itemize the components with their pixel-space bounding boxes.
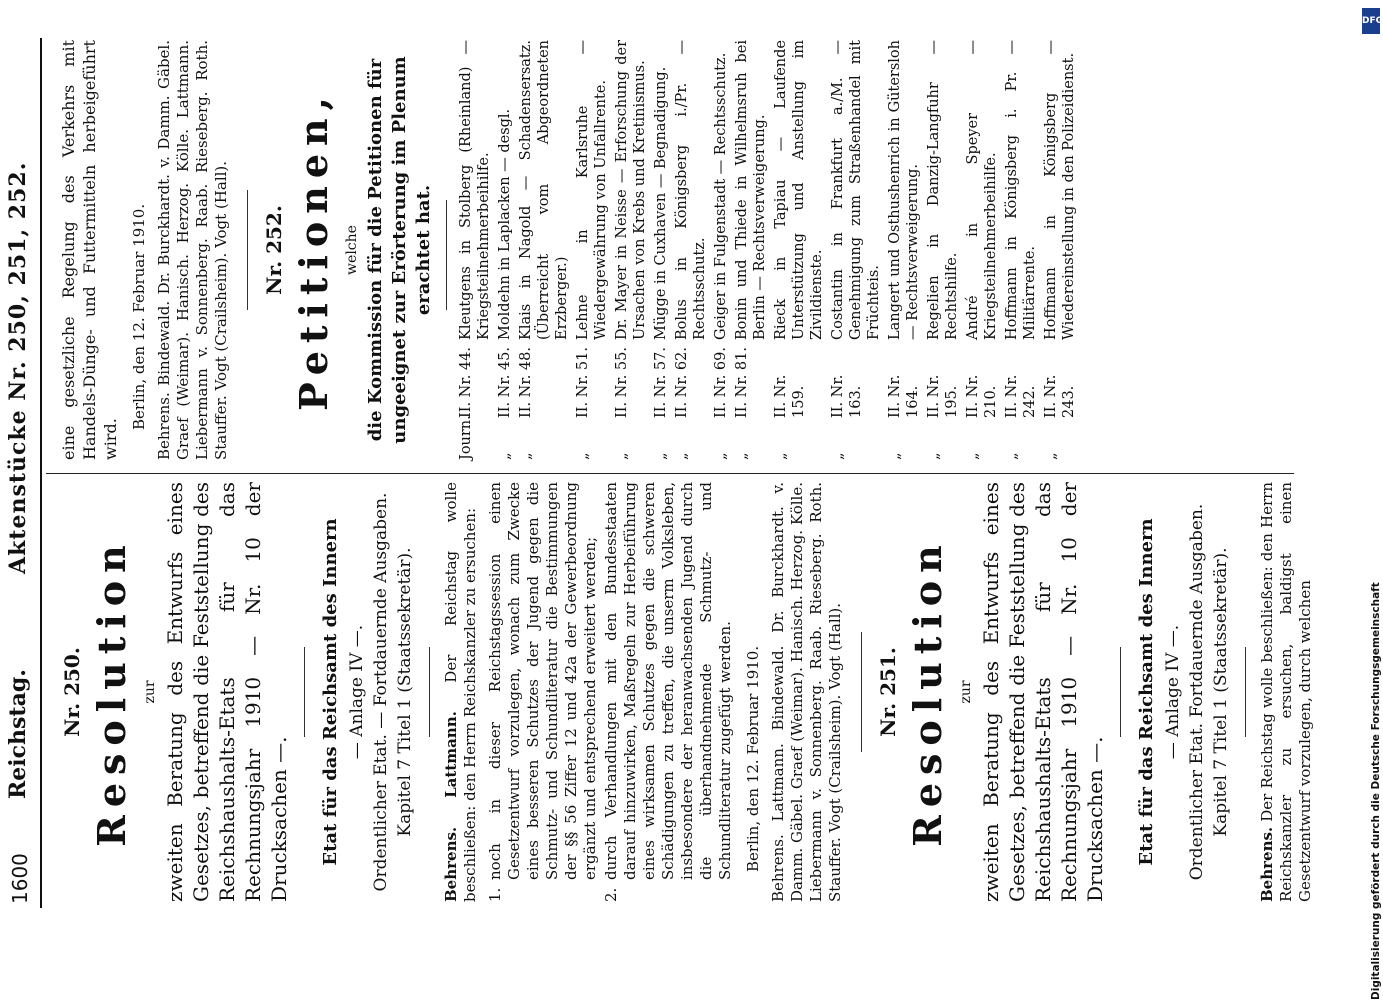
petition-number: II. Nr. 69.	[713, 347, 729, 418]
nr250-item-number: 2.	[602, 887, 620, 902]
nr251-heading: zweiten Beratung des Entwurfs eines Gesetzes, betreffend die Feststellung des Reichshaushalts-Etats für das Rechnungsjahr 1910 — Nr. 10 der Drucksachen —.	[979, 482, 1107, 902]
dfg-logo: DFG	[1362, 8, 1380, 34]
column-divider	[46, 473, 1294, 474]
nr250-zur: zur	[142, 680, 158, 704]
petition-list	[457, 40, 1078, 460]
nr251-intro-text: Der Reichstag wolle beschließen: den Herrn Reichskanzler zu ersuchen, baldigst einen Gesetzentwurf vorzulegen, durch welchen	[1258, 482, 1314, 902]
petition-text: Hoffmann in Königsberg i. Pr. — Militärrente.	[1004, 40, 1038, 340]
nr250-ausgaben: Ordentlicher Etat. — Fortdauernde Ausgaben.	[371, 492, 391, 892]
petition-text: Lehne in Karlsruhe — Wiedergewährung von Unfallrente.	[575, 40, 609, 340]
petition-text: Kleutgens in Stolberg (Rheinland) — Kriegsteilnehmerbeihilfe.	[458, 40, 492, 340]
nr250-item	[602, 482, 735, 902]
petition-row	[517, 40, 571, 460]
nr250-number: Nr. 250.	[60, 647, 84, 737]
header-reichstag: Reichstag.	[5, 669, 31, 799]
section-separator	[247, 190, 248, 310]
funding-notice: Digitalisierung gefördert durch die Deutsche Forschungsgemeinschaft	[1370, 582, 1382, 1000]
petition-row	[772, 40, 826, 460]
header-rule	[40, 38, 42, 908]
page-header	[5, 34, 34, 904]
petition-source: „	[497, 452, 513, 460]
nr250-item-text: durch Verhandlungen mit den Bundesstaaten darauf hinzuwirken, Maßregeln zur Herbeiführung eines wirksamen Schutzes gegen die schweren Schädigungen zu treffen, die unserm Volksleben, insbesondere der heranwachsenden Jugend durch die überhandnehmende Schmutz- und Schundliteratur zugefügt werden.	[602, 482, 734, 880]
petition-number: II. Nr. 243.	[1043, 374, 1077, 418]
petition-number: II. Nr. 51.	[575, 347, 591, 418]
petition-number: II. Nr. 44.	[458, 347, 474, 418]
petition-text: Bonin und Thiede in Wilhelmsruh bei Berlin — Rechtsverweigerung.	[734, 40, 768, 340]
petition-text: Langert und Osthushenrich in Gütersloh — Rechtsverweigerung.	[887, 40, 921, 340]
petition-source: Journ.	[458, 415, 474, 460]
petition-row	[829, 40, 883, 460]
nr251-zur: zur	[958, 680, 974, 704]
petition-number: II. Nr. 163.	[830, 374, 864, 418]
nr251-anlage: — Anlage IV —.	[1163, 624, 1183, 760]
petition-source: „	[773, 452, 789, 460]
petition-row	[925, 40, 961, 460]
petition-text: Geiger in Fulgenstadt — Rechtsschutz.	[713, 52, 729, 340]
petition-text: Moldehn in Laplacken — desgl.	[497, 108, 513, 340]
petition-row	[964, 40, 1000, 460]
petition-row	[733, 40, 769, 460]
petition-source: „	[734, 452, 750, 460]
nr252-number: Nr. 252.	[262, 205, 286, 295]
nr251-intro	[1258, 482, 1315, 902]
petition-source: „	[575, 452, 591, 460]
petition-source: „	[1043, 452, 1059, 460]
nr250-signatures: Behrens. Lattmann. Bindewald. Dr. Burckhardt. v. Damm. Gäbel. Graef (Weimar). Hanisch. Herzog. Kölle. Liebermann v. Sonnenberg. Raab. Rieseberg. Roth. Stauffer. Vogt (Crailsheim). Vogt (Hall).	[769, 482, 844, 902]
nr250-intro-text: Der Reichstag wolle beschließen: den Herrn Reichskanzler zu ersuchen:	[442, 482, 479, 902]
petition-source: „	[965, 452, 981, 460]
nr252-title: Petitionen,	[291, 89, 336, 411]
nr250-kapitel: Kapitel 7 Titel 1 (Staatssekretär).	[395, 547, 415, 837]
page-number: 1600	[8, 853, 32, 904]
petition-source: „	[1004, 452, 1020, 460]
petition-source: „	[830, 452, 846, 460]
nr252-welche: welche	[344, 225, 360, 275]
petition-row	[457, 40, 493, 460]
petition-row	[652, 40, 670, 460]
petition-source: „	[674, 452, 690, 460]
petition-row	[496, 40, 514, 460]
petition-row	[613, 40, 649, 460]
petition-number: II. Nr. 242.	[1004, 374, 1038, 418]
petition-row	[574, 40, 610, 460]
petition-number: II. Nr. 57.	[653, 347, 669, 418]
petition-text: Dr. Mayer in Neisse — Erforschung der Ursachen von Krebs und Kretinismus.	[614, 40, 648, 340]
petition-number: II. Nr. 159.	[773, 374, 807, 418]
petition-number: II. Nr. 195.	[926, 374, 960, 418]
petition-text: Klais in Nagold — Schadensersatz. (Überreicht vom Abgeordneten Erzberger.)	[518, 40, 570, 340]
nr250-anlage: — Anlage IV —.	[347, 624, 367, 760]
petition-source: „	[614, 452, 630, 460]
nr251-title: Resolution	[905, 537, 950, 847]
petition-text: Hoffmann in Königsberg — Wiedereinstellung in den Polizeidienst.	[1043, 40, 1077, 340]
separator	[304, 647, 305, 737]
petition-row	[886, 40, 922, 460]
nr251-signatures: Behrens. Bindewald. Dr. Burckhardt. v. Damm. Gäbel. Graef (Weimar). Hanisch. Herzog. Kölle. Lattmann. Liebermann v. Sonnenberg. Raab. Rieseberg. Roth. Stauffer. Vogt (Crailsheim). Vogt (Hall).	[155, 40, 230, 460]
nr250-intro	[442, 482, 480, 902]
petition-number: II. Nr. 62.	[674, 347, 690, 418]
nr250-heading: zweiten Beratung des Entwurfs eines Gesetzes, betreffend die Feststellung des Reichshaushalts-Etats für das Rechnungsjahr 1910 — Nr. 10 der Drucksachen —.	[163, 482, 291, 902]
nr251-etat: Etat für das Reichsamt des Innern	[1136, 518, 1157, 866]
petition-row	[1042, 40, 1078, 460]
nr250-item-number: 1.	[486, 887, 504, 902]
petition-source: „	[926, 452, 942, 460]
nr252-heading: die Kommission für die Petitionen für ungeeignet zur Erörterung im Plenum erachtet hat.	[365, 56, 434, 444]
petition-text: Regelien in Danzig-Langfuhr — Rechtshilfe.	[926, 40, 960, 340]
right-column	[58, 40, 1081, 460]
nr250-intro-names: Behrens. Lattmann.	[442, 711, 460, 902]
separator	[446, 200, 447, 310]
petition-number: II. Nr. 164.	[887, 374, 921, 418]
petition-number: II. Nr. 48.	[518, 347, 534, 418]
petition-text: André in Speyer — Kriegsteilnehmerbeihilfe.	[965, 40, 999, 340]
petition-text: Bolus in Königsberg i./Pr. — Rechtsschutz.	[674, 40, 708, 340]
nr250-title: Resolution	[89, 537, 134, 847]
header-aktenstuecke: Aktenstücke Nr. 250, 251, 252.	[5, 161, 31, 574]
nr250-etat: Etat für das Reichsamt des Innern	[320, 518, 341, 866]
petition-number: II. Nr. 210.	[965, 374, 999, 418]
section-separator	[861, 632, 862, 752]
nr251-ausgaben: Ordentlicher Etat. Fortdauernde Ausgaben.	[1187, 503, 1207, 881]
petition-number: II. Nr. 81.	[734, 347, 750, 418]
nr250-date: Berlin, den 12. Februar 1910.	[744, 645, 762, 872]
petition-row	[673, 40, 709, 460]
petition-source: „	[887, 452, 903, 460]
nr250-item-text: noch in dieser Reichstagssession einen Gesetzentwurf vorzulegen, wonach zum Zwecke eines besseren Schutzes der Jugend gegen die Schmutz- und Schundliteratur die Bestimmungen der §§ 56 Ziffer 12 und 42a der Gewerbeordnung ergänzt und entsprechend erweitert werden;	[486, 482, 599, 880]
nr250-item	[486, 482, 600, 902]
petition-text: Costantin in Frankfurt a./M. — Genehmigung zum Straßenhandel mit Früchteis.	[830, 40, 882, 340]
petition-text: Mügge in Cuxhaven — Begnadigung.	[653, 66, 669, 340]
petition-source: „	[713, 452, 729, 460]
petition-source: „	[653, 452, 669, 460]
petition-number: II. Nr. 45.	[497, 347, 513, 418]
petition-number: II. Nr. 55.	[614, 347, 630, 418]
petition-source: „	[518, 452, 534, 460]
petition-row	[1003, 40, 1039, 460]
nr251-date: Berlin, den 12. Februar 1910.	[130, 203, 148, 430]
separator	[1245, 647, 1246, 737]
nr251-continuation: eine gesetzliche Regelung des Verkehrs mit Handels-Dünge- und Futtermitteln herbeigeführt wird.	[59, 40, 120, 460]
left-column	[58, 482, 1321, 902]
nr251-intro-names: Behrens.	[1258, 826, 1276, 902]
separator	[429, 647, 430, 737]
nr251-kapitel: Kapitel 7 Titel 1 (Staatssekretär).	[1211, 547, 1231, 837]
separator	[1120, 647, 1121, 737]
nr251-number: Nr. 251.	[876, 647, 900, 737]
petition-row	[712, 40, 730, 460]
petition-text: Rieck in Tapiau — Laufende Unterstützung und Anstellung im Zivildienste.	[773, 40, 825, 340]
